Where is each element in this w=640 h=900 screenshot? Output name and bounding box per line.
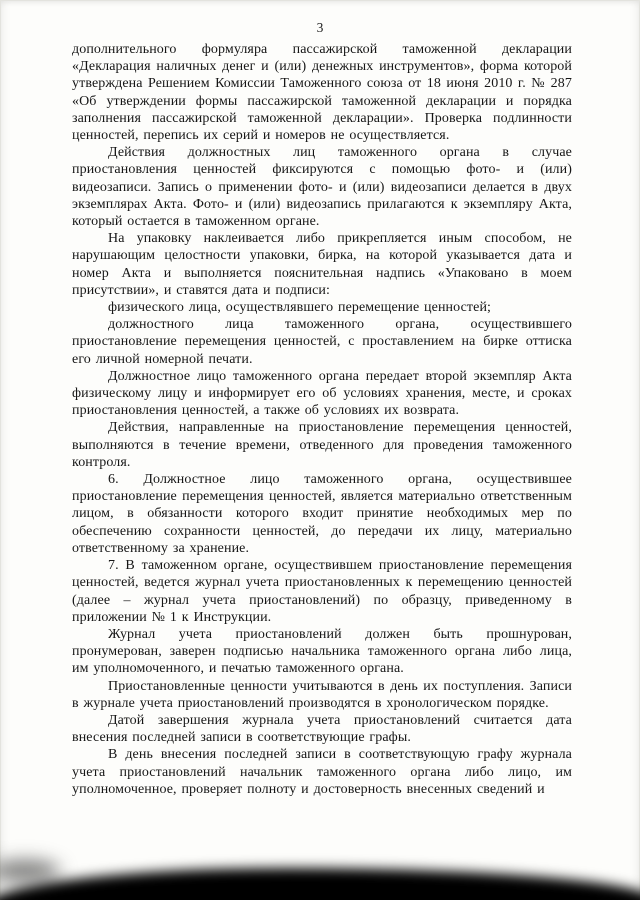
- paragraph: Должностное лицо таможенного органа передает второй экземпляр Акта физическому лицу и информирует его об условиях хранения, месте, и сроках приостановления ценностей, а также об условиях их возврата.: [72, 368, 572, 419]
- paragraph: Действия, направленные на приостановление перемещения ценностей, выполняются в течение времени, отведенного для проведения таможенного контроля.: [72, 420, 572, 470]
- paragraph: дополнительного формуляра пассажирской таможенной декларации «Декларация наличных денег и (или) денежных инструментов», форма которой утверждена Решением Комиссии Таможенного союза от 18 июня 2010 г. № 287 «Об утверждении формы пассажирской таможенной декларации и порядка заполнения пассажирской таможенной декларации». Проверка подлинности ценностей, перепись их серий и номеров не осуществляется.: [72, 42, 572, 144]
- scan-edge-smudge: [0, 860, 60, 882]
- paragraph: 7. В таможенном органе, осуществившем приостановление перемещения ценностей, ведется журнал учета приостановленных к перемещению ценностей (далее – журнал учета приостановлений) по образцу, приведенному в приложении № 1 к Инструкции.: [72, 558, 572, 625]
- document-body: [72, 41, 572, 798]
- paragraph: Действия должностных лиц таможенного органа в случае приостановления ценностей фиксируются с помощью фото- и (или) видеозаписи. Запись о применении фото- и (или) видеозаписи делается в двух экземплярах Акта. Фото- и (или) видеозапись прилагаются к экземпляру Акта, который остается в таможенном органе.: [72, 145, 572, 230]
- paragraph: Приостановленные ценности учитываются в день их поступления. Записи в журнале учета приостановлений производятся в хронологическом порядке.: [72, 678, 572, 711]
- page-number: 3: [316, 20, 324, 35]
- paragraph: Датой завершения журнала учета приостановлений считается дата внесения последней записи в соответствующие графы.: [72, 712, 572, 746]
- paragraph: В день внесения последней записи в соответствующую графу журнала учета приостановлений начальник таможенного органа либо лицо, им уполномоченное, проверяет полноту и достоверность внесенных сведений и: [72, 747, 572, 797]
- paragraph: физического лица, осуществлявшего перемещение ценностей;: [108, 300, 492, 316]
- paragraph: 6. Должностное лицо таможенного органа, осуществившее приостановление перемещения ценностей, является материально ответственным лицом, в обязанности которого входит принятие необходимых мер по обеспечению сохранности ценностей, до передачи их лицу, материально ответственному за хранение.: [72, 472, 572, 556]
- scan-bottom-edge-shadow: [0, 868, 640, 900]
- paragraph: На упаковку наклеивается либо прикрепляется иным способом, не нарушающим целостности упаковки, бирка, на которой указывается дата и номер Акта и выполняется пояснительная надпись «Упаковано в моем присутствии», и ставятся дата и подписи:: [72, 231, 572, 298]
- paragraph: Журнал учета приостановлений должен быть прошнурован, пронумерован, заверен подписью начальника таможенного органа либо лица, им уполномоченного, и печатью таможенного органа.: [72, 626, 572, 677]
- paragraph: должностного лица таможенного органа, осуществившего приостановление перемещения ценностей, с проставлением на бирке оттиска его личной номерной печати.: [72, 317, 572, 367]
